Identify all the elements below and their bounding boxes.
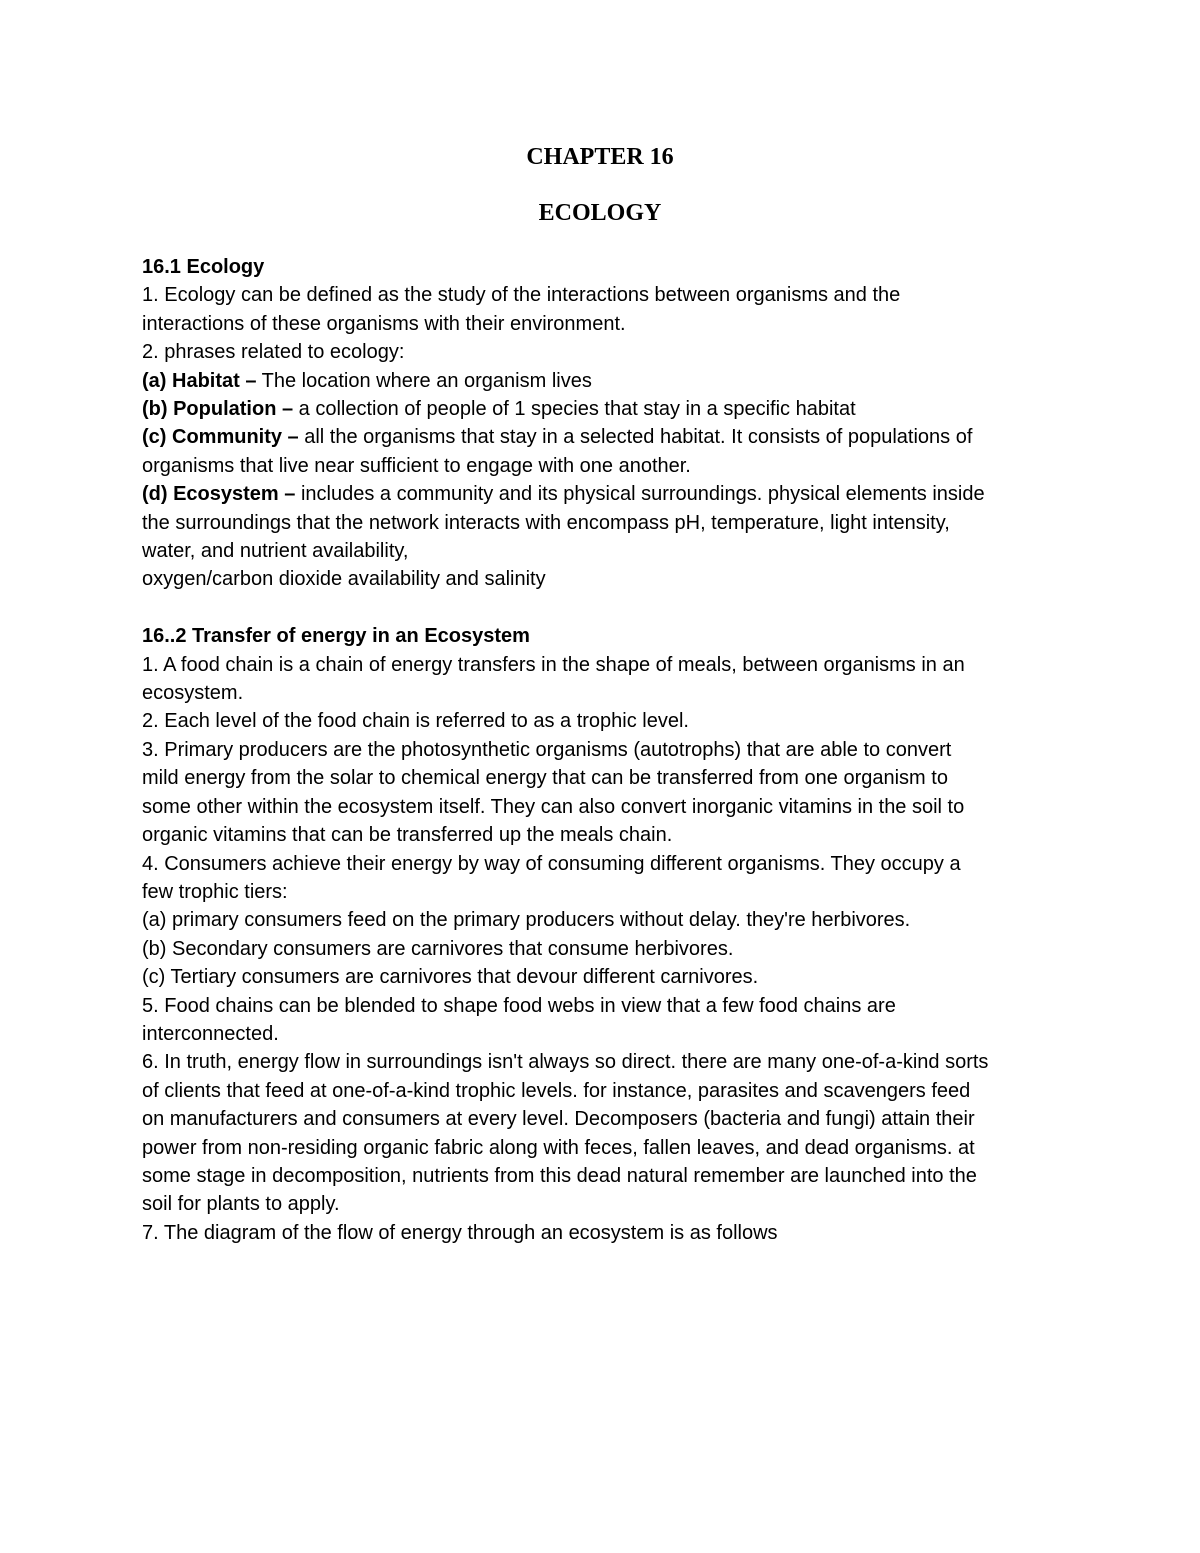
- paragraph-line: 2. Each level of the food chain is referred to as a trophic level.: [142, 710, 689, 733]
- chapter-number: CHAPTER 16: [526, 144, 674, 170]
- paragraph-line: (c) Tertiary consumers are carnivores that devour different carnivores.: [142, 966, 759, 989]
- paragraph-line: interconnected.: [142, 1022, 279, 1045]
- section-heading-16-1: 16.1 Ecology: [142, 256, 265, 278]
- term-definition: all the organisms that stay in a selected habitat. It consists of populations of: [298, 426, 973, 449]
- paragraph-line: 3. Primary producers are the photosynthetic organisms (autotrophs) that are able to convert: [142, 738, 952, 761]
- paragraph-line: (b) Secondary consumers are carnivores that consume herbivores.: [142, 937, 734, 960]
- paragraph-line: 1. A food chain is a chain of energy transfers in the shape of meals, between organisms in an: [142, 653, 965, 676]
- paragraph-line: 5. Food chains can be blended to shape food webs in view that a few food chains are: [142, 994, 896, 1017]
- paragraph-line: some other within the ecosystem itself. They can also convert inorganic vitamins in the soil to: [142, 795, 965, 818]
- paragraph-line: 2. phrases related to ecology:: [142, 341, 405, 364]
- paragraph-line: oxygen/carbon dioxide availability and salinity: [142, 568, 546, 591]
- paragraph-line: of clients that feed at one-of-a-kind trophic levels. for instance, parasites and scavengers feed: [142, 1079, 971, 1102]
- paragraph-line: interactions of these organisms with their environment.: [142, 312, 626, 335]
- paragraph-line: the surroundings that the network interacts with encompass pH, temperature, light intensity,: [142, 511, 950, 534]
- term-ecosystem: [142, 480, 1072, 508]
- term-definition: The location where an organism lives: [256, 369, 592, 392]
- paragraph-line: organisms that live near sufficient to engage with one another.: [142, 454, 691, 477]
- paragraph-line: (a) primary consumers feed on the primary producers without delay. they're herbivores.: [142, 909, 911, 932]
- paragraph-line: soil for plants to apply.: [142, 1193, 340, 1216]
- paragraph-line: power from non-residing organic fabric along with feces, fallen leaves, and dead organisms. at: [142, 1136, 975, 1159]
- term-label: (d) Ecosystem –: [142, 483, 296, 506]
- paragraph-line: 7. The diagram of the flow of energy through an ecosystem is as follows: [142, 1221, 778, 1244]
- term-community: [142, 423, 1072, 451]
- term-label: (b) Population –: [142, 398, 294, 421]
- blank-line: [142, 594, 1072, 622]
- term-definition: a collection of people of 1 species that stay in a specific habitat: [293, 398, 856, 421]
- paragraph-line: few trophic tiers:: [142, 880, 288, 903]
- paragraph-line: organic vitamins that can be transferred up the meals chain.: [142, 824, 673, 847]
- term-definition: includes a community and its physical surroundings. physical elements inside: [295, 483, 985, 506]
- section-heading-16-2: 16..2 Transfer of energy in an Ecosystem: [142, 625, 530, 648]
- paragraph-line: mild energy from the solar to chemical energy that can be transferred from one organism to: [142, 767, 948, 790]
- paragraph-line: ecosystem.: [142, 682, 244, 705]
- paragraph-line: some stage in decomposition, nutrients from this dead natural remember are launched into the: [142, 1164, 977, 1187]
- term-habitat: [142, 367, 1072, 395]
- paragraph-line: water, and nutrient availability,: [142, 540, 409, 563]
- paragraph-line: 1. Ecology can be defined as the study of the interactions between organisms and the: [142, 284, 901, 307]
- chapter-title: ECOLOGY: [538, 200, 662, 226]
- paragraph-line: on manufacturers and consumers at every level. Decomposers (bacteria and fungi) attain their: [142, 1108, 975, 1131]
- document-body: [142, 253, 1072, 1247]
- term-population: [142, 395, 1072, 423]
- paragraph-line: 4. Consumers achieve their energy by way of consuming different organisms. They occupy a: [142, 852, 961, 875]
- term-label: (a) Habitat –: [142, 369, 257, 392]
- term-label: (c) Community –: [142, 426, 299, 449]
- paragraph-line: 6. In truth, energy flow in surroundings isn't always so direct. there are many one-of-a-kind sorts: [142, 1051, 989, 1074]
